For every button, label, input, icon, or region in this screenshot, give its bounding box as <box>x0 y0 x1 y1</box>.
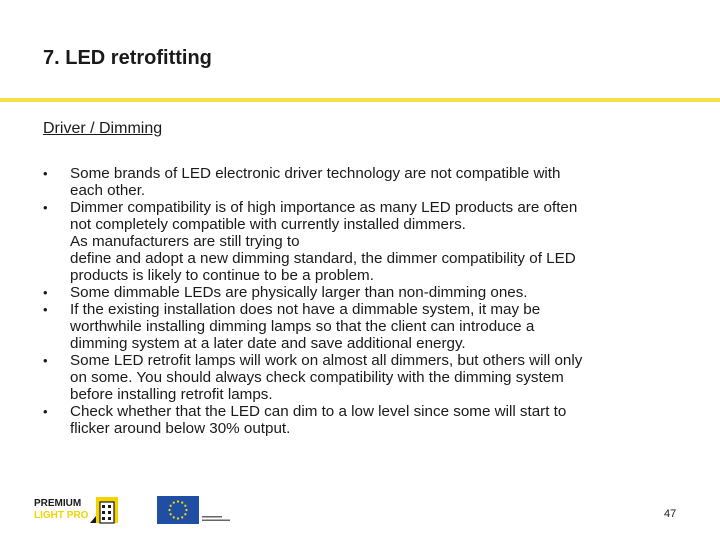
bullet-item <box>43 403 693 437</box>
eu-star-icon <box>184 513 186 515</box>
bullet-item <box>43 199 693 284</box>
eu-star-icon <box>185 509 187 511</box>
bullet-line: Some brands of LED electronic driver technology are not compatible with <box>70 165 561 182</box>
bullet-line: Some dimmable LEDs are physically larger than non-dimming ones. <box>70 284 528 301</box>
bullet-line: products is likely to continue to be a problem. <box>70 267 374 284</box>
eu-star-icon <box>181 516 183 518</box>
title-divider <box>0 98 720 102</box>
bullet-line: each other. <box>70 182 146 199</box>
bullet-item <box>43 165 693 199</box>
eu-star-icon <box>181 502 183 504</box>
building-icon <box>90 497 118 523</box>
bullet-line: If the existing installation does not have a dimmable system, it may be <box>70 301 541 318</box>
bullet-dot: • <box>43 200 48 215</box>
bullet-dot: • <box>43 166 48 181</box>
bullet-line: Some LED retrofit lamps will work on almost all dimmers, but others will only <box>70 352 583 369</box>
eu-star-icon <box>173 502 175 504</box>
eu-star-icon <box>177 517 179 519</box>
bullet-dot: • <box>43 285 48 300</box>
bullet-line: As manufacturers are still trying to <box>70 233 300 250</box>
bullet-line: on some. You should always check compatibility with the dimming system <box>70 369 564 386</box>
bullet-dot: • <box>43 302 48 317</box>
bullet-list <box>43 165 693 437</box>
bullet-item <box>43 284 693 301</box>
eu-star-icon <box>170 513 172 515</box>
page-number: 47 <box>664 508 677 520</box>
eu-funding-emblem <box>200 496 234 524</box>
bullet-line: dimming system at a later date and save additional energy. <box>70 335 466 352</box>
bullet-item <box>43 352 693 403</box>
bullet-line: Check whether that the LED can dim to a low level since some will start to <box>70 403 567 420</box>
section-subtitle: Driver / Dimming <box>43 120 163 137</box>
bullet-line: worthwhile installing dimming lamps so that the client can introduce a <box>70 318 535 335</box>
eu-star-icon <box>173 516 175 518</box>
eu-star-icon <box>184 505 186 507</box>
eu-flag-icon <box>157 496 199 524</box>
bullet-dot: • <box>43 353 48 368</box>
logo-line-1: PREMIUM <box>34 498 82 509</box>
bullet-dot: • <box>43 404 48 419</box>
eu-star-icon <box>177 500 179 502</box>
bullet-line: Dimmer compatibility is of high importance as many LED products are often <box>70 199 578 216</box>
eu-star-icon <box>168 509 170 511</box>
eu-star-icon <box>170 505 172 507</box>
bullet-line: define and adopt a new dimming standard, the dimmer compatibility of LED <box>70 250 576 267</box>
premium-light-pro-logo <box>30 494 125 526</box>
bullet-item <box>43 301 693 352</box>
logo-line-2: LIGHT PRO <box>34 510 89 521</box>
bullet-line: not completely compatible with currently installed dimmers. <box>70 216 466 233</box>
slide-title: 7. LED retrofitting <box>43 47 212 69</box>
bullet-line: flicker around below 30% output. <box>70 420 291 437</box>
bullet-line: before installing retrofit lamps. <box>70 386 273 403</box>
